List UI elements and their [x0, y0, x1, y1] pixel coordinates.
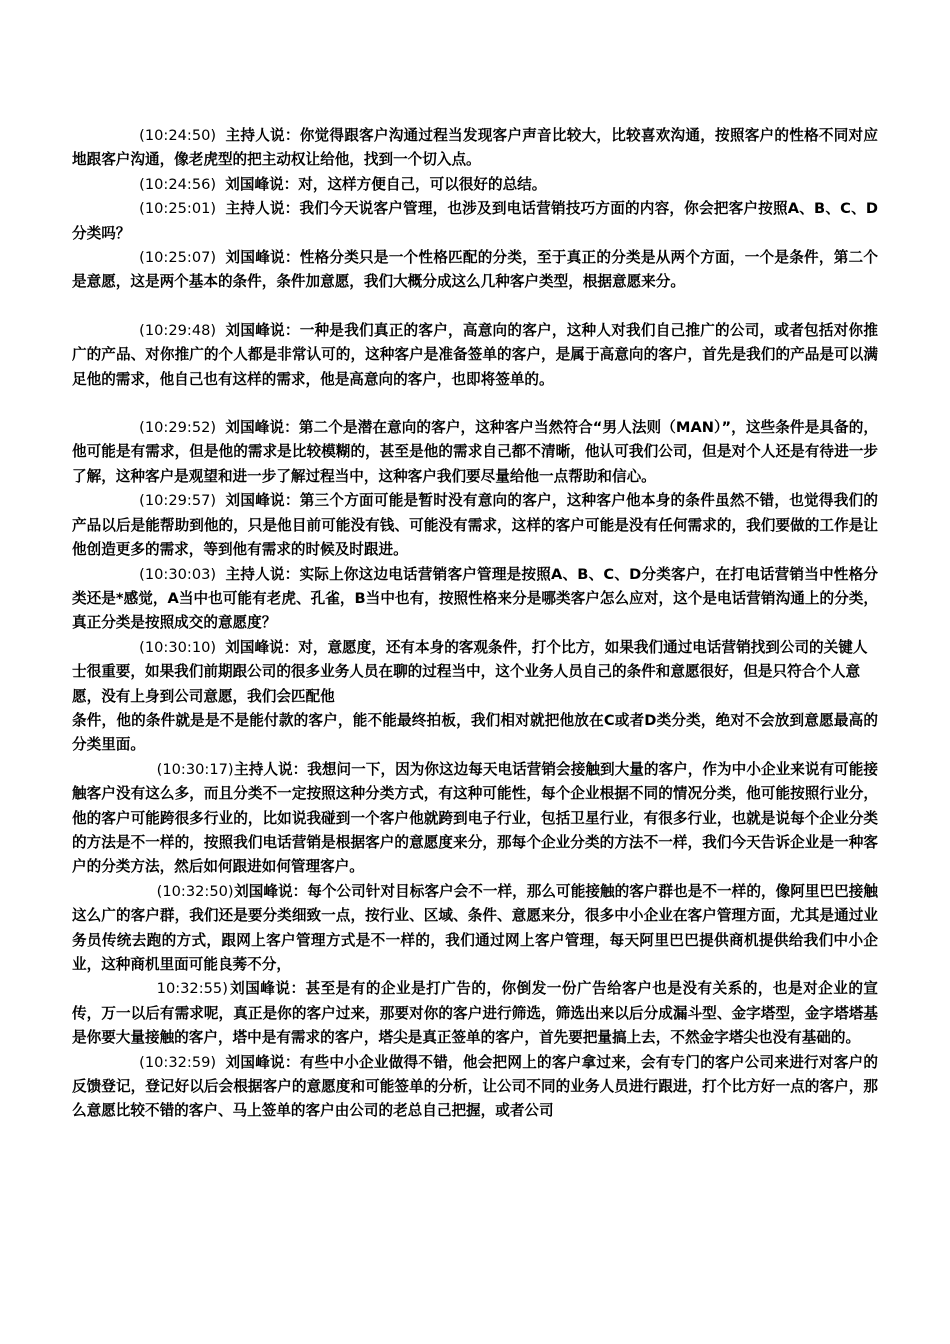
transcript-paragraph [72, 319, 878, 392]
timestamp: (10:32:59) [139, 1053, 217, 1071]
timestamp: (10:30:10) [139, 638, 217, 656]
transcript-paragraph [72, 197, 878, 246]
transcript-paragraph [72, 246, 878, 295]
paragraph-text: 刘国峰说：性格分类只是一个性格匹配的分类，至于真正的分类是从两个方面，一个是条件，第二个是意愿，这是两个基本的条件，条件加意愿，我们大概分成这么几种客户类型，根据意愿来分。 [72, 249, 878, 291]
document-page [72, 124, 878, 1124]
transcript-paragraph [72, 977, 878, 1050]
paragraph-text: 主持人说：你觉得跟客户沟通过程当发现客户声音比较大，比较喜欢沟通，按照客户的性格不同对应地跟客户沟通，像老虎型的把主动权让给他，找到一个切入点。 [72, 127, 878, 169]
paragraph-text: 刘国峰说：一种是我们真正的客户，高意向的客户，这种人对我们自己推广的公司，或者包括对你推广的产品、对你推广的个人都是非常认可的，这种客户是准备签单的客户，是属于高意向的客户，首先是我们的产品是可以满足他的需求，他自己也有这样的需求，他是高意向的客户，也即将签单的。 [72, 321, 878, 388]
paragraph-text: 主持人说：实际上你这边电话营销客户管理是按照A、B、C、D分类客户，在打电话营销当中性格分类还是*感觉，A当中也可能有老虎、孔雀，B当中也有，按照性格来分是哪类客户怎么应对，这个是电话营销沟通上的分类，真正分类是按照成交的意愿度？ [72, 565, 878, 632]
timestamp: (10:30:03) [139, 565, 217, 583]
transcript-paragraph [72, 1051, 878, 1124]
transcript-paragraph [72, 636, 878, 709]
transcript-paragraph [72, 124, 878, 173]
transcript-paragraph [72, 489, 878, 562]
timestamp: (10:29:48) [139, 321, 217, 339]
timestamp: (10:25:07) [139, 249, 217, 267]
transcript-paragraph [72, 880, 878, 978]
transcript-paragraph [72, 563, 878, 636]
paragraph-continuation: 条件，他的条件就是是不是能付款的客户，能不能最终拍板，我们相对就把他放在C或者D类分类，绝对不会放到意愿最高的分类里面。 [72, 711, 878, 754]
paragraph-text: 刘国峰说：第三个方面可能是暂时没有意向的客户，这种客户他本身的条件虽然不错，也觉得我们的产品以后是能帮助到他的，只是他目前可能没有钱、可能没有需求，这样的客户可能是没有任何需求的，我们要做的工作是让他创造更多的需求，等到他有需求的时候及时跟进。 [72, 492, 878, 559]
paragraph-text: 刘国峰说：每个公司针对目标客户会不一样，那么可能接触的客户群也是不一样的，像阿里巴巴接触这么广的客户群，我们还是要分类细致一点，按行业、区域、条件、意愿来分，很多中小企业在客户管理方面，尤其是通过业务员传统去跑的方式，跟网上客户管理方式是不一样的，我们通过网上客户管理，每天阿里巴巴提供商机提供给我们中小企业，这种商机里面可能良莠不分， [72, 882, 878, 973]
paragraph-text: 主持人说：我想问一下，因为你这边每天电话营销会接触到大量的客户，作为中小企业来说有可能接触客户没有这么多，而且分类不一定按照这种分类方式，有这种可能性，每个企业根据不同的情况分类，他可能按照行业分，他的客户可能跨很多行业的，比如说我碰到一个客户他就跨到电子行业，包括卫星行业，有很多行业，也就是说每个企业分类的方法是不一样的，按照我们电话营销是根据客户的意愿度来分，那每个企业分类的方法不一样，我们今天告诉企业是一种客户的分类方法，然后如何跟进如何管理客户。 [72, 760, 878, 876]
timestamp: (10:29:52) [139, 419, 217, 437]
blank-line [72, 295, 878, 319]
transcript-paragraph [72, 416, 878, 489]
blank-line [72, 392, 878, 416]
paragraph-text: 刘国峰说：对，这样方便自己，可以很好的总结。 [225, 175, 547, 193]
transcript-paragraph [72, 758, 878, 880]
paragraph-text: 刘国峰说：对，意愿度，还有本身的客观条件，打个比方，如果我们通过电话营销找到公司的关键人士很重要，如果我们前期跟公司的很多业务人员在聊的过程当中，这个业务人员自己的条件和意愿很好，但是只符合个人意愿，没有上身到公司意愿，我们会匹配他 [72, 638, 868, 705]
timestamp: (10:29:57) [139, 492, 217, 510]
timestamp: 10:32:55) [156, 980, 228, 998]
paragraph-text: 主持人说：我们今天说客户管理，也涉及到电话营销技巧方面的内容，你会把客户按照A、B、C、D分类吗？ [72, 200, 878, 242]
timestamp: (10:30:17) [156, 760, 234, 778]
paragraph-text: 刘国峰说：甚至是有的企业是打广告的，你倒发一份广告给客户也是没有关系的，也是对企业的宣传，万一以后有需求呢，真正是你的客户过来，那要对你的客户进行筛选，筛选出来以后分成漏斗型、金字塔型，金字塔塔基是你要大量接触的客户，塔中是有需求的客户，塔尖是真正签单的客户，首先要把量搞上去，不然金字塔尖也没有基础的。 [72, 980, 878, 1047]
timestamp: (10:24:56) [139, 175, 217, 193]
paragraph-text: 刘国峰说：有些中小企业做得不错，他会把网上的客户拿过来，会有专门的客户公司来进行对客户的反馈登记，登记好以后会根据客户的意愿度和可能签单的分析，让公司不同的业务人员进行跟进，打个比方好一点的客户，那么意愿比较不错的客户、马上签单的客户由公司的老总自己把握，或者公司 [72, 1053, 878, 1120]
timestamp: (10:25:01) [139, 200, 217, 218]
timestamp: (10:24:50) [139, 127, 217, 144]
paragraph-text: 刘国峰说：第二个是潜在意向的客户，这种客户当然符合“男人法则（MAN）”，这些条件是具备的，他可能是有需求，但是他的需求是比较模糊的，甚至是他的需求自己都不清晰，他认可我们公司，但是对个人还是有待进一步了解，这种客户是观望和进一步了解过程当中，这种客户我们要尽量给他一点帮助和信心。 [72, 419, 878, 485]
timestamp: (10:32:50) [156, 882, 234, 900]
transcript-paragraph [72, 173, 878, 197]
